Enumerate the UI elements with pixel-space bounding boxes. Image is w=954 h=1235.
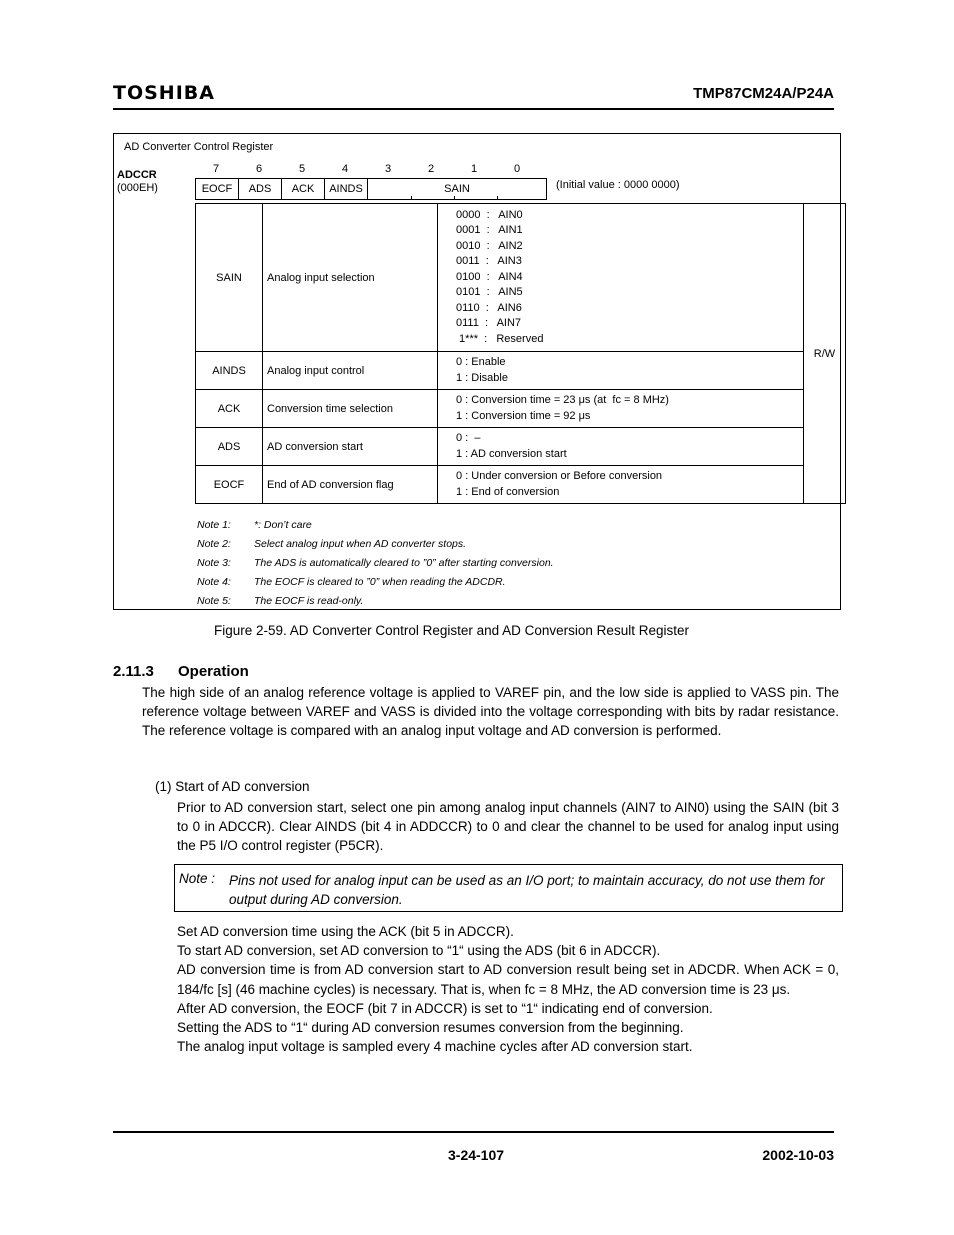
note-text: The ADS is automatically cleared to ”0” after starting conversion. <box>254 557 554 569</box>
note-text: The EOCF is cleared to ”0” when reading the ADCDR. <box>254 576 506 588</box>
note-row <box>197 575 554 594</box>
figure-caption: Figure 2-59. AD Converter Control Register and AD Conversion Result Register <box>214 623 689 638</box>
note-label: Note 1: <box>197 519 231 531</box>
field-name: AINDS <box>196 352 263 390</box>
bit-cell-ack: ACK <box>282 179 325 199</box>
bit-cell-eocf: EOCF <box>196 179 239 199</box>
table-row <box>196 204 846 352</box>
body-line: The analog input voltage is sampled every 4 machine cycles after AD conversion start. <box>177 1039 693 1055</box>
bit-number: 4 <box>341 163 349 175</box>
body-line: After AD conversion, the EOCF (bit 7 in ADCCR) is set to “1“ indicating end of conversion. <box>177 1000 713 1016</box>
value-line: 1 : Conversion time = 92 μs <box>456 409 591 422</box>
value-line: 0 : Enable <box>456 356 506 368</box>
bit-tick <box>454 196 455 200</box>
bit-cell-ainds: AINDS <box>325 179 368 199</box>
field-name: ACK <box>196 390 263 428</box>
register-bit-row <box>195 178 547 200</box>
part-number: TMP87CM24A/P24A <box>693 85 834 102</box>
header-rule <box>113 108 834 110</box>
value-line: 0101 : AIN5 <box>456 286 523 299</box>
note-row <box>197 594 554 613</box>
note-label: Note 4: <box>197 576 231 588</box>
bit-number: 7 <box>212 163 220 175</box>
value-line: 0001 : AIN1 <box>456 224 523 237</box>
section-title: Operation <box>178 663 249 680</box>
value-line: 1 : Disable <box>456 371 508 384</box>
value-line: 0010 : AIN2 <box>456 239 523 252</box>
note-box-label: Note : <box>179 871 216 886</box>
field-values <box>438 390 804 428</box>
field-desc: Analog input selection <box>263 204 438 352</box>
table-row <box>196 352 846 390</box>
value-line: 0 : Under conversion or Before conversion <box>456 470 663 482</box>
note-row <box>197 537 554 556</box>
bit-number: 5 <box>298 163 306 175</box>
bit-number: 6 <box>255 163 263 175</box>
sub-heading: (1) Start of AD conversion <box>155 779 310 794</box>
rw-cell: R/W <box>804 204 846 504</box>
field-table <box>195 203 846 504</box>
value-line: 0110 : AIN6 <box>456 301 522 314</box>
note-row <box>197 556 554 575</box>
body-lines <box>177 922 839 1056</box>
bit-tick <box>411 196 412 200</box>
note-text: Select analog input when AD converter stops. <box>254 538 467 550</box>
value-line: 0011 : AIN3 <box>456 255 522 268</box>
field-desc: Conversion time selection <box>263 390 438 428</box>
field-values <box>438 466 804 504</box>
note-text: The EOCF is read-only. <box>254 595 364 607</box>
field-values <box>438 352 804 390</box>
note-label: Note 5: <box>197 595 231 607</box>
bit-tick <box>497 196 498 200</box>
bit-number: 2 <box>427 163 435 175</box>
table-row <box>196 390 846 428</box>
doc-date: 2002-10-03 <box>762 1147 834 1163</box>
body-line: AD conversion time is from AD conversion start to AD conversion result being set in ADCDR. When ACK = 0, 184/fc [s] (46 machine cycles) is necessary. That is, when fc = 8 MHz, the AD conversion time is 23 μs. <box>177 962 839 997</box>
register-address: (000EH) <box>117 182 158 194</box>
note-label: Note 2: <box>197 538 231 550</box>
field-values <box>438 204 804 352</box>
note-box <box>174 864 843 912</box>
value-line: 0 : Conversion time = 23 μs (at fc = 8 MHz) <box>456 394 669 406</box>
intro-paragraph: The high side of an analog reference voltage is applied to VAREF pin, and the low side is applied to VASS pin. The reference voltage between VAREF and VASS is divided into the voltage corresponding with bits by radar resistance. The reference voltage is compared with an analog input voltage and AD conversion is performed. <box>142 685 839 739</box>
body-line: Setting the ADS to “1“ during AD conversion resumes conversion from the beginning. <box>177 1020 684 1036</box>
value-line: 0100 : AIN4 <box>456 270 523 283</box>
note-label: Note 3: <box>197 557 231 569</box>
value-line: 0000 : AIN0 <box>456 208 523 221</box>
section-heading <box>113 663 249 680</box>
sub-paragraph: Prior to AD conversion start, select one pin among analog input channels (AIN7 to AIN0) using the SAIN (bit 3 to 0 in ADCCR). Clear AINDS (bit 4 in ADDCCR) to 0 and clear the channel to be used for analog input using the P5 I/O control register (P5CR). <box>177 800 839 854</box>
page-number: 3-24-107 <box>448 1147 505 1163</box>
value-line: 1 : AD conversion start <box>456 447 567 460</box>
value-line: 0 : – <box>456 432 481 444</box>
field-desc: AD conversion start <box>263 428 438 466</box>
footer-rule <box>113 1131 834 1133</box>
note-text: *: Don’t care <box>254 519 312 531</box>
value-line: 0111 : AIN7 <box>456 317 522 330</box>
figure-notes <box>197 518 554 613</box>
table-row <box>196 466 846 504</box>
field-name: SAIN <box>196 204 263 352</box>
value-line: 1 : End of conversion <box>456 485 560 498</box>
bit-cell-sain: SAIN <box>444 183 470 195</box>
section-number: 2.11.3 <box>113 663 154 680</box>
bit-number: 1 <box>470 163 478 175</box>
bit-number: 0 <box>513 163 521 175</box>
bit-cell-ads: ADS <box>239 179 282 199</box>
initial-value: (Initial value : 0000 0000) <box>556 179 680 191</box>
company-logo: TOSHIBA <box>113 82 215 104</box>
figure-title: AD Converter Control Register <box>124 141 274 153</box>
field-name: EOCF <box>196 466 263 504</box>
note-row <box>197 518 554 537</box>
field-name: ADS <box>196 428 263 466</box>
register-name: ADCCR <box>117 169 157 181</box>
value-line: 1*** : Reserved <box>456 332 544 345</box>
body-line: Set AD conversion time using the ACK (bit 5 in ADCCR). <box>177 924 514 939</box>
body-line: To start AD conversion, set AD conversion to “1“ using the ADS (bit 6 in ADCCR). <box>177 943 661 959</box>
bit-number: 3 <box>384 163 392 175</box>
table-row <box>196 428 846 466</box>
note-box-text: Pins not used for analog input can be used as an I/O port; to maintain accuracy, do not use them for output during AD conversion. <box>229 873 825 907</box>
field-desc: End of AD conversion flag <box>263 466 438 504</box>
field-desc: Analog input control <box>263 352 438 390</box>
field-values <box>438 428 804 466</box>
